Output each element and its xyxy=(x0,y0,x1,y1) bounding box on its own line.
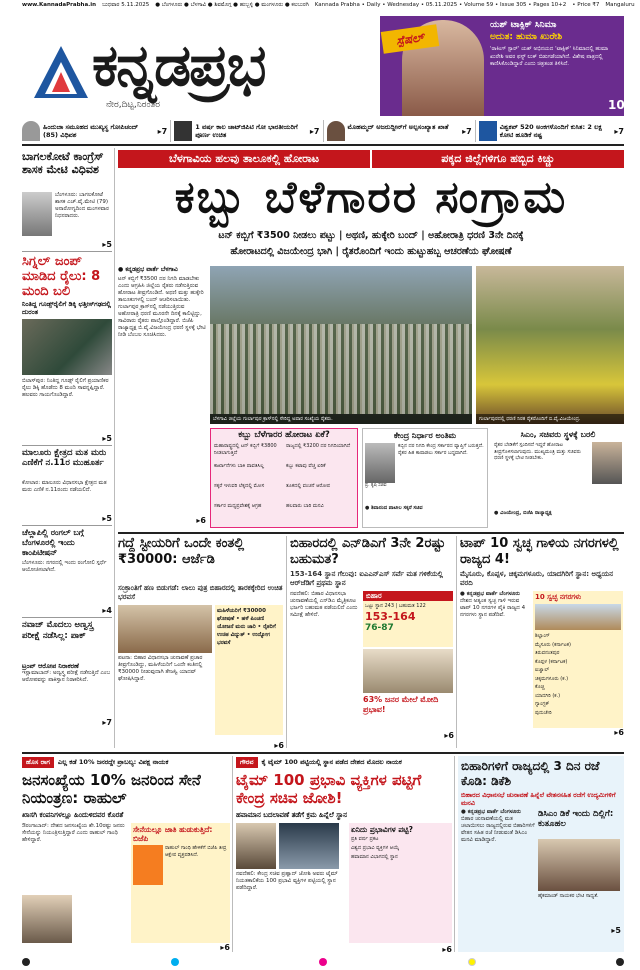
lead-kicker-bar xyxy=(118,150,624,168)
vijayendra-photo xyxy=(476,266,624,424)
teaser-3[interactable] xyxy=(327,120,476,142)
left-story-1-headline[interactable]: ಬಾಗಲಕೋಟೆ ಕಾಂಗ್ರೆಸ್ ಶಾಸಕ ಮೇಟಿ ವಿಧಿವಶ xyxy=(22,150,104,176)
time-magazine-photo xyxy=(279,823,339,869)
divider xyxy=(22,445,112,446)
row3-a-box-body: ರಾಹುಲ್ ಗಾಂಧಿ ಹೇಳಿಕೆಗೆ ಬಿಜೆಪಿ ತೀವ್ರ ಆಕ್ಷೇಪ ವ್ಯಕ್ತಪಡಿಸಿದೆ. xyxy=(165,845,227,858)
registration-dot-icon xyxy=(616,958,624,966)
teaser-4[interactable] xyxy=(479,120,624,142)
cm-box xyxy=(492,428,624,528)
why-item: ಸರ್ಕಾರ ಮಧ್ಯಪ್ರವೇಶಕ್ಕೆ ಆಗ್ರಹ xyxy=(214,503,262,509)
registration-dot-icon xyxy=(468,958,476,966)
teaser-photo xyxy=(174,121,192,141)
row2-c-page: ▸6 xyxy=(614,728,624,737)
row3-a-kicker: ಎಲ್ಲ ಕಡೆ 10% ಜನರದ್ದೇ ಪ್ರಾಬಲ್ಯ: ವಿಪಕ್ಷ ನಾಯಕ xyxy=(57,757,169,766)
minister-photo xyxy=(365,443,395,483)
lead-kicker-b: ಪಕ್ಕದ ಜಿಲ್ಲೆಗಳಿಗೂ ಹಬ್ಬಿದ ಕಿಚ್ಚು xyxy=(372,150,624,168)
promo-body: 'ರಾಕಿಂಗ್ ಸ್ಟಾರ್' ಯಶ್ ಅಭಿನಯದ 'ಟಾಕ್ಸಿಕ್' ಸಿನಿಮಾದಲ್ಲಿ ಹುಮಾ ಖುರೇಶಿ ಅವರ ಫಸ್ಟ್ ಲುಕ್ ಬಿಡುಗಡೆಯಾಗಿದೆ. ವಿಶೇಷ ಪಾತ್ರದಲ್ಲಿ ಕಾಣಿಸಿಕೊಂಡಿದ್ದಾರೆ ಎಂದು ಚಿತ್ರತಂಡ ತಿಳಿಸಿದೆ. xyxy=(490,46,609,67)
promo-box[interactable] xyxy=(380,16,624,116)
center-box-title: ಕೇಂದ್ರ ನಿರ್ಧಾರ ಅಂತಿಮ xyxy=(393,431,457,440)
lead-deck-2: ಹೋರಾಟದಲ್ಲಿ ವಿಜಯೇಂದ್ರ ಭಾಗಿ | ರೈತರೊಂದಿಗೆ ಇಂದು ಹುಟ್ಟುಹಬ್ಬ ಆಚರಣೆಯ ಘೋಷಣೆ xyxy=(230,246,512,257)
left-story-4-body: ಬೆಂಗಳೂರು: ನಗರದಲ್ಲಿ ಇಂದು ರಂಗೋಲಿ ಸ್ಪರ್ಧೆ ಆಯೋಜಿಸಲಾಗಿದೆ. xyxy=(22,560,107,573)
palace-photo xyxy=(535,604,621,630)
row3-c-body: ಬಿಹಾರ ಚುನಾವಣೆಯಲ್ಲಿ ಮತ ಚಲಾಯಿಸಲು ರಾಜ್ಯದಲ್ಲಿರುವ ಬಿಹಾರಿಗಳಿಗೆ ವೇತನ ಸಹಿತ ರಜೆ ನೀಡುವಂತೆ ಡಿಸಿಎಂ ಮನವಿ ಮಾಡಿದ್ದಾರೆ. xyxy=(461,816,535,843)
promo-badge: ಸ್ಪೆಷಲ್ xyxy=(381,24,440,54)
row2-b-quote: 63% ಜನರ ಮೇಲೆ ಮೋದಿ ಪ್ರಭಾವ! xyxy=(363,695,439,714)
why-item: ಸಕ್ಕರೆ ಇಳುವರಿ ಲೆಕ್ಕದಲ್ಲಿ ಮೋಸ xyxy=(214,483,265,489)
row2-a-body: ಪಟನಾ: ಬಿಹಾರ ವಿಧಾನಸಭಾ ಚುನಾವಣೆ ಪ್ರಚಾರ ತೀವ್ರಗೊಂಡಿದ್ದು, ಮಹಿಳೆಯರಿಗೆ ಒಂದೇ ಕಂತಿನಲ್ಲಿ ₹30000 ನೀಡುವುದಾಗಿ ತೇಜಸ್ವಿ ಯಾದವ್ ಘೋಷಿಸಿದ್ದಾರೆ. xyxy=(118,655,203,682)
lead-deck-1: ಟನ್ ಕಬ್ಬಿಗೆ ₹3500 ನೀಡಲು ಪಟ್ಟು | ಅಥಣಿ, ಹುಕ್ಕೇರಿ ಬಂದ್ | ಅಹೋರಾತ್ರಿ ಧರಣಿ 3ನೇ ದಿನಕ್ಕೆ xyxy=(218,230,524,241)
row3-c-headline[interactable]: ಬಿಹಾರಿಗಳಿಗೆ ರಾಜ್ಯದಲ್ಲಿ 3 ದಿನ ರಜೆ ಕೊಡಿ: ಡಿಕೆಶಿ xyxy=(461,759,600,788)
row3-story-b xyxy=(236,756,452,952)
left-column xyxy=(22,150,112,790)
joshi-photo xyxy=(236,823,276,869)
teaser-photo xyxy=(479,121,497,141)
row2-a-headline[interactable]: ಗದ್ದೆ ಸ್ಟೀಯರಿಗೆ ಒಂದೇ ಕಂತಲ್ಲಿ ₹30000: ಆರ್ಜೆಡಿ xyxy=(118,536,245,567)
clean-city-item: ಯಾದಗಿರಿ (ಕ.) xyxy=(535,692,561,699)
clean-city-item: ಐಜ್ವಾಲ್ xyxy=(535,667,550,673)
left-story-4-headline[interactable]: ಚೆಲ್ಲಾಪಿಲ್ಲಿ ರಂಗಲ್ ಬಗ್ಗೆ ಬೆಂಗಳೂರಲ್ಲಿ ಇಂದು ಕಾಂಪಿಟೀಷನ್ xyxy=(22,528,84,557)
center-box-byline: ● ಶಿವಾನಂದ ಪಾಟೀಲ ಸಕ್ಕರೆ ಸಚಿವ xyxy=(365,505,423,511)
teaser-text: ಹಿಂದುಜಾ ಸಮೂಹದ ಮುಖ್ಯಸ್ಥ ಗೋಪಿಚಂದ್ (85) ವಿಧಿವಶ xyxy=(43,122,139,139)
row3-c-byline: ● ಕನ್ನಡಪ್ರಭ ವಾರ್ತೆ ಬೆಂಗಳೂರು xyxy=(461,809,521,815)
left-story-5-headline[interactable]: ನವಾಜ್‌ ಮೊದಲು ಅಣ್ವಸ್ತ್ರ ಪರೀಕ್ಷೆ ನಡೆಸಿಲ್ಲ: ಪಾಕ್ xyxy=(22,620,94,641)
left-story-2-headline[interactable]: ಸಿಗ್ನಲ್ ಜಂಪ್ ಮಾಡಿದ ರೈಲು: 8 ಮಂದಿ ಬಲಿ xyxy=(22,254,101,299)
why-item: ರಾಜ್ಯದಲ್ಲಿ ₹3200 ದರ ನಿಗದಿಯಾಗಿದೆ xyxy=(286,443,351,449)
row3-b-label: ಗೌರವ xyxy=(236,757,258,768)
divider xyxy=(22,144,624,146)
photo2-caption: ಗುರ್ಲಾಪುರದಲ್ಲಿ ಧರಣಿ ನಿರತ ರೈತರೊಂದಿಗೆ ಬಿ.ವೈ.ವಿಜಯೇಂದ್ರ. xyxy=(476,414,624,424)
left-story-1-page: ▸5 xyxy=(102,240,112,249)
website-url[interactable]: www.KannadaPrabha.in xyxy=(22,2,97,8)
clean-city-item: ಕೊಚ್ಚಿ xyxy=(535,684,545,690)
row2-b-box-title: ಬಿಹಾರ xyxy=(363,591,453,601)
teaser-photo xyxy=(22,121,40,141)
issue-meta: Kannada Prabha • Daily • Wednesday • 05.11.2025 • Volume 59 • Issue 305 • Pages 10+2 xyxy=(314,2,567,8)
row2-b-sub: 153-164 ಸ್ಥಾನ ಗೆಲುವು: ಐಎಎನ್‌ಎಸ್ ಸರ್ವೆ ಮತ ಗಳಿಕೆಯಲ್ಲಿ ಆರ್‌ಜೆಡಿಗೆ ಪ್ರಥಮ ಸ್ಥಾನ xyxy=(290,570,443,587)
print-registration-marks xyxy=(22,958,624,966)
row3-story-c xyxy=(458,756,624,952)
row2-b-nda-seats: 153-164 xyxy=(365,610,416,623)
row3-b-body: ನವದೆಹಲಿ: ಕೇಂದ್ರ ಸಚಿವ ಪ್ರಹ್ಲಾದ್ ಜೋಶಿ ಅವರು ಟೈಮ್ ನಿಯತಕಾಲಿಕೆಯ 100 ಪ್ರಭಾವಿ ವ್ಯಕ್ತಿಗಳ ಪಟ್ಟಿಯಲ್ಲಿ ಸ್ಥಾನ ಪಡೆದಿದ್ದಾರೆ. xyxy=(236,871,338,891)
teaser-strip xyxy=(22,120,624,142)
photo1-caption: ಬೆಳಗಾವಿ ಜಿಲ್ಲೆಯ ಗುರ್ಲಾಪುರ ಕ್ರಾಸ್‌ನಲ್ಲಿ ಸೇರಿದ್ದ ಅಪಾರ ಸಂಖ್ಯೆಯ ರೈತರು. xyxy=(210,414,472,424)
row2-story-c xyxy=(460,536,624,748)
left-story-3-page: ▸5 xyxy=(102,514,112,523)
row2-c-byline: ● ಕನ್ನಡಪ್ರಭ ವಾರ್ತೆ ಬೆಂಗಳೂರು xyxy=(460,591,520,597)
row3-story-a xyxy=(22,756,230,952)
row2-c-headline[interactable]: ಟಾಪ್ 10 ಸ್ವಚ್ಛ ಗಾಳಿಯ ನಗರಗಳಲ್ಲಿ ರಾಜ್ಯದ 4! xyxy=(460,536,619,567)
row2-b-headline[interactable]: ಬಿಹಾರದಲ್ಲಿ ಎನ್‌ಡಿಎಗೆ 3ನೇ 2ರಷ್ಟು ಬಹುಮತ? xyxy=(290,536,446,567)
center-box-body: ಕಬ್ಬಿನ ದರ ನಿಗದಿ ಕೇಂದ್ರ ಸರ್ಕಾರದ ವ್ಯಾಪ್ತಿಗೆ ಬರುತ್ತದೆ. ರೈತರ ಹಿತ ಕಾಪಾಡಲು ಸರ್ಕಾರ ಬದ್ಧವಾಗಿದೆ. xyxy=(398,443,484,456)
bjp-logo-icon xyxy=(133,845,163,885)
row3-b-box-item: ಹವಾಮಾನ ವಿಭಾಗದಲ್ಲಿ ಸ್ಥಾನ xyxy=(351,854,398,860)
teaser-text: ವಿಶ್ವಕಪ್ 520 ಅಂಕಗಳೊಂದಿಗೆ ಕುಸಿತ: 2 ಲಕ್ಷ ಕೋಟಿ ಹೂಡಿಕೆ ನಷ್ಟ xyxy=(499,122,602,139)
why-box xyxy=(210,428,358,528)
row2-a-sidebar: ಮಹಿಳೆಯರಿಗೆ ₹30000 ಘೋಷಣೆ • ಹಳೆ ಪಿಂಚಣಿ ಯೋಜನೆ ಮರು ಜಾರಿ • ರೈತರಿಗೆ ಉಚಿತ ವಿದ್ಯುತ್ • ಉದ್ಯೋಗ ಭರವಸೆ xyxy=(215,605,283,735)
left-story-2-page: ▸5 xyxy=(102,434,112,443)
row2-c-sub: ಮೈಸೂರು, ಕೊಪ್ಪಳ, ಚಿಕ್ಕಮಗಳೂರು, ಯಾದಗಿರಿಗೆ ಸ್ಥಾನ: ಅಧ್ಯಯನ ವರದಿ xyxy=(460,570,613,587)
divider xyxy=(22,251,112,252)
lead-body: ಟನ್ ಕಬ್ಬಿಗೆ ₹3500 ದರ ನಿಗದಿ ಮಾಡಬೇಕು ಎಂದು ಆಗ್ರಹಿಸಿ ಜಿಲ್ಲೆಯ ರೈತರು ನಡೆಸುತ್ತಿರುವ ಹೋರಾಟ ತೀವ್ರಗೊಂಡಿದೆ. ಅಥಣಿ ಮತ್ತು ಹುಕ್ಕೇರಿ ತಾಲೂಕುಗಳಲ್ಲಿ ಬಂದ್ ಆಚರಿಸಲಾಯಿತು. ಗುರ್ಲಾಪುರ ಕ್ರಾಸ್‌ನಲ್ಲಿ ನಡೆಯುತ್ತಿರುವ ಅಹೋರಾತ್ರಿ ಧರಣಿ ಮೂರನೇ ದಿನಕ್ಕೆ ಕಾಲಿಟ್ಟಿದ್ದು, ಸಾವಿರಾರು ರೈತರು ಪಾಲ್ಗೊಂಡಿದ್ದಾರೆ. ಬಿಜೆಪಿ ರಾಜ್ಯಾಧ್ಯಕ್ಷ ಬಿ.ವೈ.ವಿಜಯೇಂದ್ರ ಧರಣಿ ಸ್ಥಳಕ್ಕೆ ಭೇಟಿ ನೀಡಿ ಬೆಂಬಲ ಸೂಚಿಸಿದರು. xyxy=(118,276,206,338)
teaser-page: ▸7 xyxy=(309,126,320,136)
bjp-reaction-box xyxy=(131,823,230,943)
row2-b-body: ನವದೆಹಲಿ: ಬಿಹಾರ ವಿಧಾನಸಭಾ ಚುನಾವಣೆಯಲ್ಲಿ ಎನ್‌ಡಿಎ ಮೈತ್ರಿಕೂಟ ಭರ್ಜರಿ ಬಹುಮತ ಪಡೆಯಲಿದೆ ಎಂದು ಸಮೀಕ್ಷೆ ಹೇಳಿದೆ. xyxy=(290,591,358,618)
influencer-info-box xyxy=(349,823,452,943)
row2-story-a xyxy=(118,536,284,748)
left-story-1-body: ಬೆಂಗಳೂರು: ಬಾಗಲಕೋಟೆ ಶಾಸಕ ಎಚ್.ವೈ.ಮೇಟಿ (79) ಅನಾರೋಗ್ಯದಿಂದ ಮಂಗಳವಾರ ನಿಧನರಾದರು. xyxy=(55,192,109,219)
promo-name: ಅದುತ: ಹುಮಾ ಖುರೇಶಿ xyxy=(490,32,563,42)
center-decision-box xyxy=(362,428,488,528)
teaser-2[interactable] xyxy=(174,120,323,142)
promo-kicker: ಯಶ್ ಟಾಕ್ಸಿಕ್ ಸಿನಿಮಾ xyxy=(490,20,557,30)
teaser-text: 1 ವರ್ಷ ಕಾಲ ಚಾಟ್‌ಜಿಪಿಟಿ ಗೋ ಭಾರತೀಯರಿಗೆ ಪೂರ್ಣ ಉಚಿತ xyxy=(195,122,298,139)
cm-box-title: ಸಿಎಂ, ಸಚಿವರು ಸ್ಥಳಕ್ಕೆ ಬರಲಿ xyxy=(520,430,596,439)
left-story-5-body: ಇಸ್ಲಾಮಾಬಾದ್: ಅಣ್ವಸ್ತ್ರ ಪರೀಕ್ಷೆ ನಡೆಸುತ್ತಿದೆ ಎಂಬ ಆರೋಪವನ್ನು ಪಾಕಿಸ್ತಾನ ನಿರಾಕರಿಸಿದೆ. xyxy=(22,670,111,683)
divider xyxy=(22,617,112,618)
divider xyxy=(114,148,115,748)
clean-city-item: ಶಿಲ್ಲಾಂಗ್ xyxy=(535,633,550,639)
edition-city: Mangaluru xyxy=(605,2,635,8)
left-story-3-headline[interactable]: ಮಾಲೂರು ಕ್ಷೇತ್ರದ ಮತ ಮರು ಎಣಿಕೆಗೆ ನ.11ರ ಮುಹೂರ್ತ xyxy=(22,448,107,468)
rahul-photo xyxy=(22,895,72,943)
row3-b-kicker: ಕೈ ಟೈಮ್ 100 ಪಟ್ಟಿಯಲ್ಲಿ ಸ್ಥಾನ ಪಡೆದ ದೇಶದ ಮೊದಲ ನಾಯಕ xyxy=(261,757,402,766)
date-kn: ಬುಧವಾರ 5.11.2025 xyxy=(102,2,150,8)
cm-box-body: ರೈತರ ಬೇಡಿಕೆಗೆ ಸ್ಪಂದಿಸದೆ ಇದ್ದರೆ ಹೋರಾಟ ತೀವ್ರಗೊಳಿಸಲಾಗುವುದು. ಮುಖ್ಯಮಂತ್ರಿ ಮತ್ತು ಸಚಿವರು ಧರಣಿ ಸ್ಥಳಕ್ಕೆ ಭೇಟಿ ನೀಡಬೇಕು. xyxy=(494,442,581,461)
clean-city-item: ಮೈಸೂರು (ಕರ್ನಾಟಕ) xyxy=(535,641,571,648)
modi-photo xyxy=(363,649,453,693)
clean-city-item: ಚಿಕ್ಕಮಗಳೂರು (ಕ.) xyxy=(535,675,569,682)
row2-a-page: ▸6 xyxy=(274,741,284,750)
row3-c-page: ▸5 xyxy=(611,926,621,935)
row3-a-sub: ಖಾಸಗಿ ಕಂಪನಿಗಳಲ್ಲೂ ಹಿಂದುಳಿದವರ ಕೊರತೆ xyxy=(22,811,124,819)
left-story-5-sub: ಟ್ರಂಪ್ ಆರೋಪ ನಿರಾಕರಣೆ xyxy=(22,662,79,670)
row3-b-page: ▸6 xyxy=(442,945,452,954)
registration-dot-icon xyxy=(319,958,327,966)
clean-cities-list xyxy=(533,591,623,728)
clean-city-item: ತಿರುವನಂತಪುರ xyxy=(535,650,560,656)
lead-byline: ● ಕನ್ನಡಪ್ರಭ ವಾರ್ತೆ ಬೆಳಗಾವಿ xyxy=(118,266,178,273)
dk-shivakumar-photo xyxy=(538,839,620,891)
lead-text-column xyxy=(118,266,206,528)
row3-c-sub: ಬಿಹಾರದ ವಿಧಾನಸಭೆ ಚುನಾವಣೆ ಹಿನ್ನೆಲೆ ವೇತನಸಹಿತ ರಜೆಗೆ ಉದ್ಯಮಿಗಳಿಗೆ ಮನವಿ xyxy=(461,791,616,807)
kp-triangle-logo-icon xyxy=(32,44,90,100)
divider xyxy=(456,536,457,748)
teaser-photo xyxy=(327,121,345,141)
divider xyxy=(22,752,624,754)
divider xyxy=(22,525,112,526)
left-story-2-body: ಬಿಲಾಸ್‌ಪುರ: ನಿಂತಿದ್ದ ಗೂಡ್ಸ್ ರೈಲಿಗೆ ಪ್ರಯಾಣಿಕರ ರೈಲು ಡಿಕ್ಕಿ ಹೊಡೆದು 8 ಮಂದಿ ಸಾವನ್ನಪ್ಪಿದ್ದಾರೆ. ಹಲವರು ಗಾಯಗೊಂಡಿದ್ದಾರೆ. xyxy=(22,378,109,398)
divider xyxy=(454,756,455,952)
farmers-crowd-photo xyxy=(210,266,472,424)
clean-city-item: ಗ್ಯಾಂಗ್ಟಕ್ xyxy=(535,701,550,707)
left-story-4-page: ▸4 xyxy=(102,606,112,615)
row3-b-box-item: ಪ್ರತಿ ವರ್ಷ ಪ್ರಕಟ xyxy=(351,836,379,842)
masthead xyxy=(22,12,624,116)
why-item: ಹಲವಾರು ಬಾರಿ ಮನವಿ xyxy=(286,503,324,509)
promo-page: 10 xyxy=(608,98,625,112)
row3-a-body: ಔರಂಗಾಬಾದ್: ದೇಶದ ಜನಸಂಖ್ಯೆಯ ಶೇ.10ರಷ್ಟು ಜನರು ಸೇನೆಯನ್ನು ನಿಯಂತ್ರಿಸುತ್ತಿದ್ದಾರೆ ಎಂದು ರಾಹುಲ್ ಗಾಂಧಿ ಹೇಳಿದ್ದಾರೆ. xyxy=(22,823,125,843)
masthead-tagline: ನೇರ,ದಿಟ್ಟ,ನಿರಂತರ xyxy=(106,100,161,110)
why-item: ತೂಕದಲ್ಲಿ ವಂಚನೆ ಆರೋಪ xyxy=(286,483,331,489)
row3-a-label: ಹೊಸ ರಾಗ xyxy=(22,757,54,768)
teaser-page: ▸7 xyxy=(462,126,472,136)
teaser-text: ಮೊಹಮ್ಮದ್ ಅಜರುದ್ದೀನ್‌ಗೆ ಅಲ್ಪಸಂಖ್ಯಾತ ಖಾತೆ xyxy=(347,122,449,131)
row2-story-b xyxy=(290,536,454,748)
train-accident-photo xyxy=(22,319,112,375)
row3-a-headline[interactable]: ಜನಸಂಖ್ಯೆಯ 10% ಜನರಿಂದ ಸೇನೆ ನಿಯಂತ್ರಣ: ರಾಹುಲ್ xyxy=(22,771,201,807)
top-info-strip xyxy=(22,2,635,11)
row2-a-sub: ಸಂಕ್ರಾಂತಿಗೆ ಹಣ ಬಿಡುಗಡೆ: ಲಾಲು ಪುತ್ರ ಬಿಹಾರದಲ್ಲಿ ತಾರಕಕ್ಕೇರಿದ ಉಚಿತ ಭರವಸೆ xyxy=(118,584,283,601)
cm-box-byline: ● ವಿಜಯೇಂದ್ರ, ಬಿಜೆಪಿ ರಾಜ್ಯಾಧ್ಯಕ್ಷ xyxy=(494,510,552,516)
center-box-caption: ಪ್ರ. ಕೃಷಿ ಸಚಿವ xyxy=(365,483,387,488)
clean-city-item: ಪುದುಚೇರಿ xyxy=(535,709,552,716)
divider xyxy=(286,536,287,748)
row3-b-sub: ಹವಾಮಾನ ಬದಲಾವಣೆ ತಡೆಗೆ ಕ್ರಮ ಹಿನ್ನೆಲೆ ಸ್ಥಾನ xyxy=(236,811,348,819)
row3-b-box-item: ವಿಶ್ವದ ಪ್ರಭಾವಿ ವ್ಯಕ್ತಿಗಳ ಆಯ್ಕೆ xyxy=(351,845,400,851)
lead-kicker-a: ಬೆಳಗಾವಿಯ ಹಲವು ತಾಲೂಕಲ್ಲಿ ಹೋರಾಟ xyxy=(118,150,370,168)
row2-b-mgb-seats: 76-87 xyxy=(365,623,394,633)
left-story-2-sub: ನಿಂತಿದ್ದ ಗೂಡ್ಸ್‌ರೈಲಿಗೆ ಡಿಕ್ಕಿ ಛತ್ತೀಸ್‌ಗಢದಲ್ಲಿ ದುರಂತ xyxy=(22,300,111,316)
teaser-page: ▸7 xyxy=(157,126,168,136)
edition-notes: ● ಬೆಂಗಳೂರು ● ಬೆಳಗಾವಿ ● ಶಿವಮೊಗ್ಗ ● ಹುಬ್ಬಳ್ಳಿ ● ಮಂಗಳೂರು ● ಕಲಬುರಗಿ xyxy=(155,2,309,8)
row2-c-body: ದೇಶದ ಅತ್ಯಂತ ಸ್ವಚ್ಛ ಗಾಳಿ ಇರುವ ಟಾಪ್ 10 ನಗರಗಳ ಪೈಕಿ ರಾಜ್ಯದ 4 ನಗರಗಳು ಸ್ಥಾನ ಪಡೆದಿವೆ. xyxy=(460,598,526,618)
masthead-title: ಕನ್ನಡಪ್ರಭ xyxy=(92,31,265,99)
why-item: ಕಾರ್ಖಾನೆಗಳು ಬಾಕಿ ಪಾವತಿಸಿಲ್ಲ xyxy=(214,463,265,469)
meti-photo xyxy=(22,192,52,236)
left-story-3-body: ಕೋಲಾರ: ಮಾಲೂರು ವಿಧಾನಸಭಾ ಕ್ಷೇತ್ರದ ಮತ ಮರು ಎಣಿಕೆ ನ.11ರಂದು ನಡೆಯಲಿದೆ. xyxy=(22,480,107,493)
registration-dot-icon xyxy=(171,958,179,966)
clean-city-item: ಕೊಪ್ಪಳ (ಕರ್ನಾಟಕ) xyxy=(535,658,568,665)
lead-page: ▸6 xyxy=(196,516,206,525)
price: • Price ₹7 xyxy=(572,2,600,8)
row3-a-page: ▸6 xyxy=(220,943,230,952)
row2-b-box-line: ಒಟ್ಟು ಸ್ಥಾನ 243 | ಬಹುಮತ 122 xyxy=(365,603,426,609)
row2-c-list-title: 10 ಸ್ವಚ್ಛ ನಗರಗಳು xyxy=(535,593,582,601)
why-item: ಕಬ್ಬು ಕಟಾವು ವೆಚ್ಚ ಏರಿಕೆ xyxy=(286,463,326,469)
row3-a-box-title: ಸೇನೆಯಲ್ಲೂ ಜಾತಿ ಹುಡುಕುತ್ತಿದೆ: ಬಿಜೆಪಿ xyxy=(133,825,213,843)
vijayendra-portrait xyxy=(592,442,622,484)
row3-c-box-body: ಹೈಕಮಾಂಡ್ ನಾಯಕರ ಭೇಟಿ ಸಾಧ್ಯತೆ. xyxy=(538,893,599,899)
row2-b-page: ▸6 xyxy=(444,731,454,740)
registration-dot-icon xyxy=(22,958,30,966)
row3-b-box-title: ಏನಿದು ಪ್ರಭಾವಿಗಳ ಪಟ್ಟಿ? xyxy=(351,825,413,834)
divider xyxy=(118,532,624,534)
lead-headline[interactable]: ಕಬ್ಬು ಬೆಳೆಗಾರರ ಸಂಗ್ರಾಮ xyxy=(174,172,568,223)
row3-c-box-title: ಡಿಸಿಎಂ ಡಿಕೆ ಇಂದು ದಿಲ್ಲಿಗೆ: ಕುತೂಹಲ xyxy=(538,809,614,829)
row3-b-headline[interactable]: ಟೈಮ್ 100 ಪ್ರಭಾವಿ ವ್ಯಕ್ತಿಗಳ ಪಟ್ಟಿಗೆ ಕೇಂದ್ರ ಸಚಿವ ಜೋಶಿ! xyxy=(236,771,422,807)
why-item: ಮಹಾರಾಷ್ಟ್ರದಲ್ಲಿ ಟನ್ ಕಬ್ಬಿಗೆ ₹3800 ನೀಡಲಾಗುತ್ತಿದೆ xyxy=(214,443,277,456)
why-box-title: ಕಬ್ಬು ಬೆಳೆಗಾರರ ಹೋರಾಟ ಏಕೆ? xyxy=(238,430,330,440)
tejashwi-photo xyxy=(118,605,212,653)
teaser-1[interactable] xyxy=(22,120,171,142)
teaser-page: ▸7 xyxy=(614,126,624,136)
left-story-5-page: ▸7 xyxy=(102,718,112,727)
divider xyxy=(232,756,233,952)
